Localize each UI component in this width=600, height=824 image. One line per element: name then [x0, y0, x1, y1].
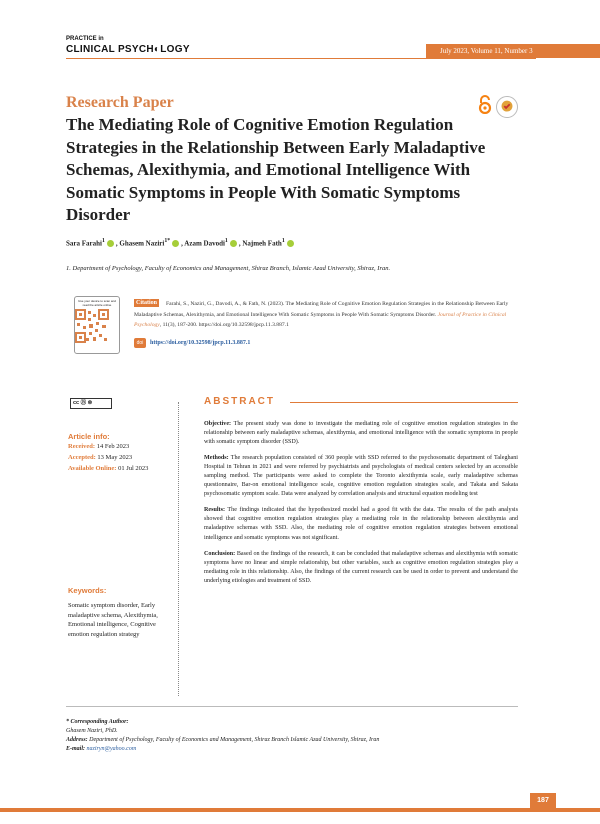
abstract-body: [204, 420, 518, 593]
author-name: Azam Davodi: [184, 239, 225, 248]
received-row: [68, 443, 129, 450]
page-bar: [0, 808, 600, 812]
conclusion-label: Conclusion:: [204, 550, 236, 557]
corresponding-email: [66, 745, 526, 754]
orcid-icon[interactable]: [107, 240, 114, 247]
open-access-icon: [478, 95, 492, 114]
author-list: Sara Farahi$^1$ , Ghasem Naziri$^{1*}$ , Azam Davodi$^1$ , Najmeh Fath$^1$: [66, 238, 526, 247]
online-label: Available Online:: [68, 465, 117, 472]
abstract-rule: [290, 402, 518, 403]
citation-text: [134, 299, 519, 331]
author-name: Najmeh Fath: [242, 239, 282, 248]
abstract-objective: [204, 420, 518, 447]
article-info-heading: Article info:: [68, 432, 110, 441]
citation-rest: , 11(3), 187-200. https://doi.org/10.32598/jpcp.11.3.887.1: [159, 322, 289, 328]
address-text: Department of Psychology, Faculty of Economics and Management, Shiraz Branch Islamic Azad University, Shiraz, Iran: [89, 737, 380, 743]
journal-prefix: PRACTICE in: [66, 36, 104, 42]
journal-logo[interactable]: CLINICAL PSYCH◐LOGY: [66, 44, 190, 55]
orcid-icon[interactable]: [172, 240, 179, 247]
issue-banner: July 2023, Volume 11, Number 3: [426, 44, 600, 58]
page-number: 187: [530, 793, 556, 809]
column-divider: [178, 402, 179, 696]
accepted-date: 13 May 2023: [97, 454, 133, 461]
cc-license-icon[interactable]: cc Ⓑ ⊜: [70, 398, 112, 409]
methods-label: Methods:: [204, 455, 229, 462]
received-label: Received:: [68, 443, 96, 450]
objective-text: The present study was done to investigate the mediating role of cognitive emotion regulation strategies in the relationship between early maladaptive schemas, alexithymia, and emotional intelligence with the somatic symptoms in people with somatic symptom disorder (SSD).: [204, 421, 518, 446]
citation-body: Farahi, S., Naziri, G., Davodi, A., & Fath, N. (2023). The Mediating Role of Cognitive Emotion Regulation Strategies in the Relationship Between Early Maladaptive Schemas, Alexithymia, and Emotional Intelligence With Somatic Symptoms in People With Somatic Symptoms Disorder.: [134, 301, 509, 318]
affiliation: 1. Department of Psychology, Faculty of Economics and Management, Shiraz Branch, Islamic Azad University, Shiraz, Iran.: [66, 265, 391, 272]
address-label: Address:: [66, 737, 88, 743]
online-row: [68, 465, 148, 472]
qr-code-icon[interactable]: [75, 309, 109, 343]
citation-label: Citation: [136, 300, 157, 306]
objective-label: Objective:: [204, 421, 232, 427]
corresponding-name: Ghasem Naziri, PhD.: [66, 728, 118, 734]
article-title: The Mediating Role of Cognitive Emotion Regulation Strategies in the Relationship Between Early Maladaptive Schemas, Alexithymia, and Emotional Intelligence With Somatic Symptoms in People With Somatic Symptoms Disorder: [66, 115, 486, 224]
abstract-methods: [204, 454, 518, 499]
author-sup: 1: [224, 238, 228, 244]
doi-icon: doi: [134, 338, 146, 348]
citation-journal: Journal of Practice in Clinical Psychology: [134, 311, 507, 328]
abstract-results: [204, 506, 518, 542]
email-link[interactable]: naziryn@yahoo.com: [86, 746, 137, 752]
online-date: 01 Jul 2023: [118, 465, 149, 472]
author-sup: 1: [101, 238, 105, 244]
email-label: E-mail:: [66, 746, 85, 752]
corresponding-heading: * Corresponding Author:: [66, 719, 129, 725]
corresponding-author: [66, 718, 526, 754]
author-sup: 1*: [164, 238, 171, 244]
received-date: 14 Feb 2023: [96, 443, 130, 450]
article-type: Research Paper: [66, 94, 174, 111]
author-name: Ghasem Naziri: [119, 239, 165, 248]
qr-panel[interactable]: [74, 296, 120, 354]
qr-caption: Use your device to scan and read the article online: [78, 299, 116, 307]
results-text: The findings indicated that the hypothesized model had a good fit with the data. The results of the path analysis showed that cognitive emotion regulation strategies play a mediating role in the relationship between alexithymia and maladaptive schemas with SSD. Also, the mediating role of cognitive emotion regulation strategies between emotional intelligence and somatic symptoms was not significant.: [204, 507, 519, 541]
orcid-icon[interactable]: [287, 240, 294, 247]
results-label: Results:: [204, 507, 225, 514]
footer-rule: [66, 706, 518, 707]
accepted-label: Accepted:: [68, 454, 96, 461]
header-rule: [66, 58, 536, 59]
accepted-row: [68, 454, 132, 461]
orcid-icon[interactable]: [230, 240, 237, 247]
keywords-list: Somatic symptom disorder, Early maladaptive schema, Alexithymia, Emotional intelligence, Cognitive emotion regulation strategy: [68, 602, 158, 638]
abstract-heading: ABSTRACT: [204, 396, 275, 407]
author-sup: 1: [281, 238, 285, 244]
author-name: Sara Farahi: [66, 239, 102, 248]
corresponding-address: [66, 736, 526, 745]
conclusion-text: Based on the findings of the research, it can be concluded that maladaptive schemas and alexithymia with somatic symptoms have no linear and simple relationship, but other variables, such as cognitive emotion regulation strategies play a mediating role in this relationship. Also, the findings of the current research can be used in order to prevent and understand the underlying etiologies and treatment of SSD.: [204, 550, 518, 584]
abstract-conclusion: [204, 550, 518, 586]
doi-link[interactable]: https://doi.org/10.32598/jpcp.11.3.887.1: [150, 340, 251, 346]
methods-text: The research population consisted of 360 people with SSD referred to the psychosomatic department of Taleghani Hospital in Tehran in 2021 and were referred by psychiatrists and psychologists of medical centers selected by an accessible sampling method. The participants were asked to complete the Toronto alexithymia scale, early maladaptive schemas questionnaire, Bar-on emotional intelligence scale, cognitive emotion regulation strategies scale, and Takata and Sakata psychosomatic symptom scale. Data were analyzed by correlation analysis and structural equation modeling test: [204, 455, 518, 498]
keywords-heading: Keywords:: [68, 586, 107, 595]
